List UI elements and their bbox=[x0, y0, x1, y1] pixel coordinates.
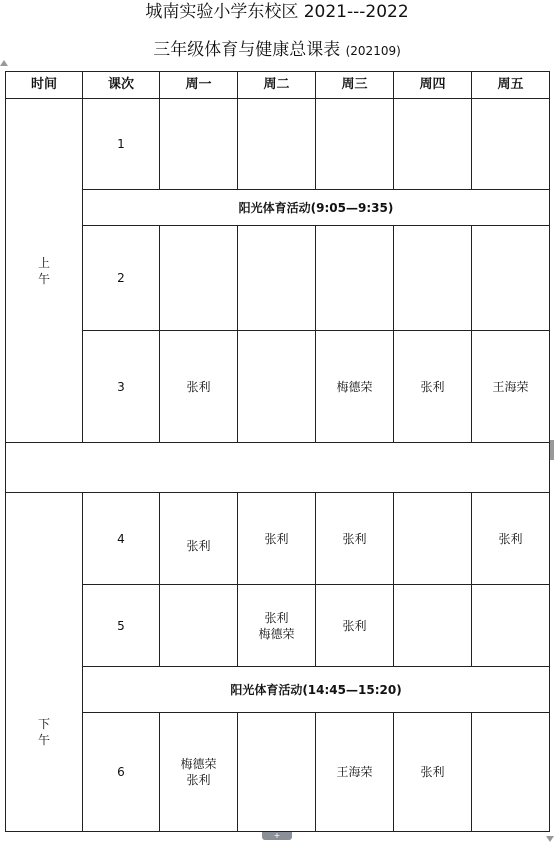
schedule-cell bbox=[238, 99, 316, 190]
schedule-cell: 张利 bbox=[316, 493, 394, 585]
schedule-cell: 张利 bbox=[316, 585, 394, 667]
afternoon-label-1: 下 bbox=[37, 717, 50, 731]
morning-label-2: 午 bbox=[37, 271, 50, 286]
document-subtitle bbox=[0, 38, 554, 63]
schedule-cell bbox=[160, 99, 238, 190]
schedule-cell bbox=[160, 226, 238, 331]
schedule-cell bbox=[238, 331, 316, 443]
header-thursday: 周四 bbox=[394, 72, 472, 99]
schedule-cell: 张利 梅德荣 bbox=[238, 585, 316, 667]
header-friday: 周五 bbox=[472, 72, 550, 99]
table-corner-handle-icon[interactable] bbox=[546, 836, 554, 842]
schedule-cell: 张利 bbox=[160, 331, 238, 443]
header-tuesday: 周二 bbox=[238, 72, 316, 99]
document-title: 城南实验小学东校区 2021---2022 bbox=[145, 2, 409, 22]
schedule-cell: 梅德荣 张利 bbox=[160, 713, 238, 832]
schedule-cell bbox=[394, 226, 472, 331]
schedule-cell bbox=[394, 99, 472, 190]
schedule-cell: 张利 bbox=[472, 493, 550, 585]
table-insert-row-button[interactable] bbox=[262, 832, 292, 840]
header-period: 课次 bbox=[83, 72, 160, 99]
schedule-cell: 张利 bbox=[160, 493, 238, 585]
schedule-cell: 张利 bbox=[238, 493, 316, 585]
header-row bbox=[6, 72, 550, 99]
header-monday: 周一 bbox=[160, 72, 238, 99]
morning-label bbox=[6, 99, 83, 443]
period-number: 5 bbox=[83, 585, 160, 667]
break-cell bbox=[6, 443, 550, 493]
activity-row bbox=[6, 667, 550, 713]
table-row bbox=[6, 493, 550, 585]
schedule-cell bbox=[394, 585, 472, 667]
subtitle-text: 三年级体育与健康总课表 bbox=[153, 40, 341, 60]
table-row bbox=[6, 99, 550, 190]
schedule-cell bbox=[472, 713, 550, 832]
schedule-cell bbox=[238, 713, 316, 832]
schedule-cell bbox=[160, 585, 238, 667]
morning-label-1: 上 bbox=[37, 255, 50, 270]
activity-row bbox=[6, 190, 550, 226]
period-number: 2 bbox=[83, 226, 160, 331]
table-resize-handle[interactable] bbox=[550, 440, 554, 460]
schedule-cell bbox=[394, 493, 472, 585]
schedule-cell: 王海荣 bbox=[316, 713, 394, 832]
afternoon-activity: 阳光体育活动(14:45—15:20) bbox=[83, 667, 550, 713]
schedule-cell bbox=[472, 99, 550, 190]
plus-icon: + bbox=[273, 831, 281, 840]
table-row bbox=[6, 331, 550, 443]
afternoon-label-2: 午 bbox=[37, 733, 50, 747]
schedule-cell bbox=[472, 226, 550, 331]
table-row bbox=[6, 226, 550, 331]
schedule-cell bbox=[316, 99, 394, 190]
afternoon-label bbox=[6, 493, 83, 832]
table-row bbox=[6, 713, 550, 832]
schedule-cell: 梅德荣 bbox=[316, 331, 394, 443]
schedule-cell: 王海荣 bbox=[472, 331, 550, 443]
schedule-cell bbox=[316, 226, 394, 331]
header-time: 时间 bbox=[6, 72, 83, 99]
period-number: 4 bbox=[83, 493, 160, 585]
table-move-handle-icon[interactable] bbox=[0, 60, 8, 66]
period-number: 6 bbox=[83, 713, 160, 832]
table-row bbox=[6, 585, 550, 667]
period-number: 3 bbox=[83, 331, 160, 443]
schedule-cell: 张利 bbox=[394, 331, 472, 443]
header-wednesday: 周三 bbox=[316, 72, 394, 99]
schedule-cell: 张利 bbox=[394, 713, 472, 832]
schedule-cell bbox=[472, 585, 550, 667]
schedule-table bbox=[5, 71, 550, 832]
break-row bbox=[6, 443, 550, 493]
subtitle-date: (202109) bbox=[345, 44, 401, 58]
period-number: 1 bbox=[83, 99, 160, 190]
morning-activity: 阳光体育活动(9:05—9:35) bbox=[83, 190, 550, 226]
schedule-cell bbox=[238, 226, 316, 331]
